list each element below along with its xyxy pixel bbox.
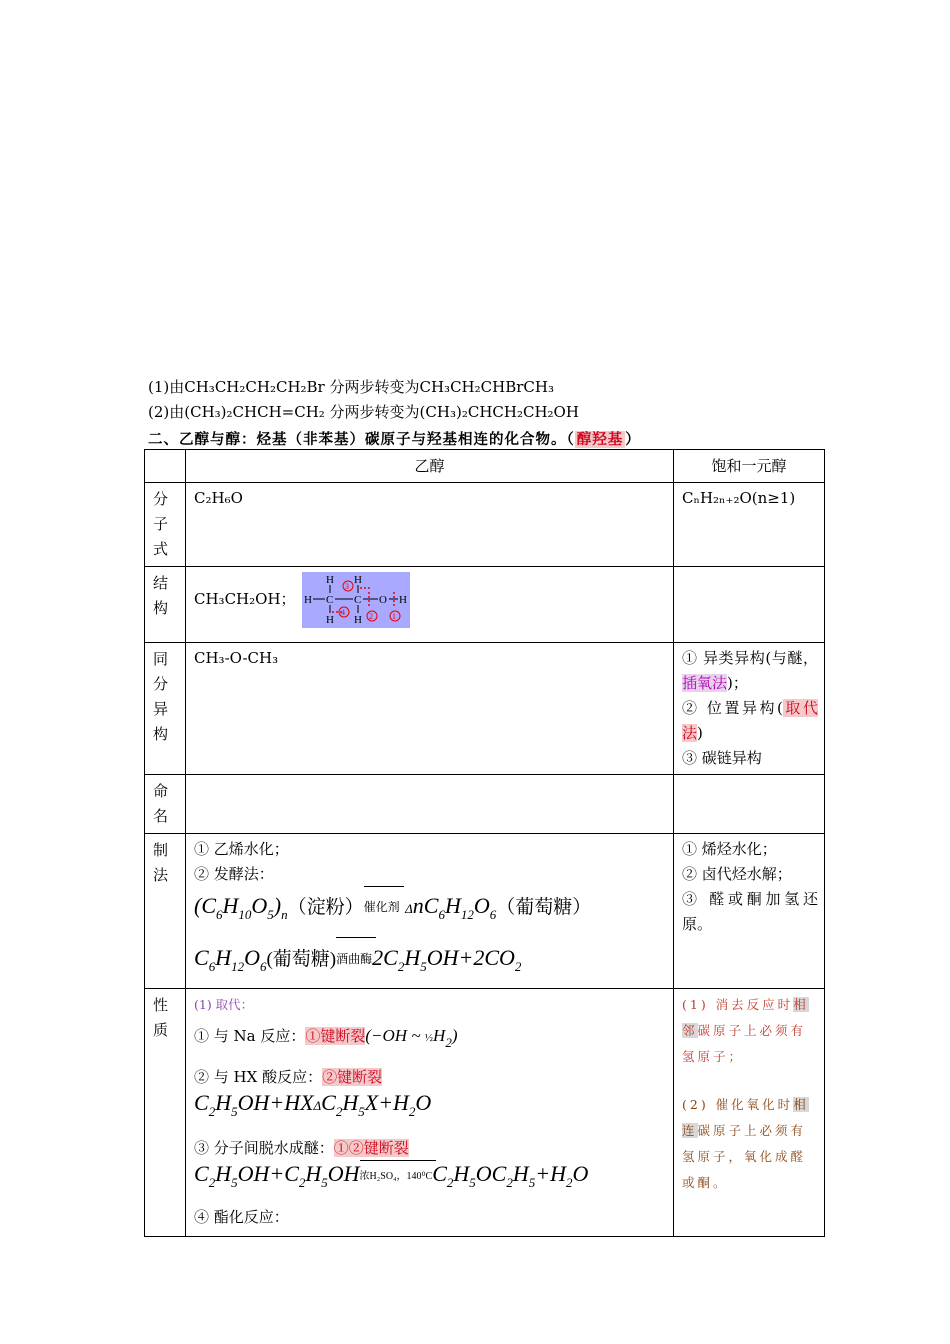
- svg-text:H: H: [354, 614, 363, 626]
- general-structure: [674, 567, 825, 643]
- hx-reaction-equation: $C_2H_5OH+HX\Delta C_2H_5X+H_2O$: [194, 1090, 432, 1119]
- row-label-naming: 命 名: [145, 775, 186, 834]
- svg-text:1: 1: [392, 612, 397, 621]
- svg-text:3: 3: [345, 582, 350, 591]
- row-isomers: [145, 643, 825, 775]
- table-header-row: [145, 450, 825, 483]
- row-label-preparation: 制 法: [145, 834, 186, 989]
- svg-text:4: 4: [341, 608, 346, 617]
- insert-oxygen-method: 插氧法: [682, 674, 728, 692]
- heading-highlight: 醇羟基: [576, 431, 624, 448]
- general-isomers: ① 异类异构(与醚，插氧法)； ② 位置异构(取代法) ③ 碳链异构: [674, 643, 825, 775]
- header-saturated-alcohol: 饱和一元醇: [674, 450, 825, 483]
- general-formula: CₙH₂ₙ₊₂O(n≥1): [674, 483, 825, 567]
- ethanol-naming: [186, 775, 674, 834]
- oxidation-note: (2) 催化氧化时相连碳原子上必须有氢原子，氧化成醛或酮。: [682, 1097, 809, 1190]
- bond-break-1: ①键断裂: [305, 1027, 366, 1045]
- row-structure: [145, 567, 825, 643]
- general-properties: [674, 989, 825, 1237]
- ethanol-formula: C₂H₆O: [186, 483, 674, 567]
- alcohol-table: [144, 449, 825, 1237]
- svg-text:C: C: [354, 594, 362, 606]
- svg-text:H: H: [304, 594, 313, 606]
- ethanol-preparation: ① 乙烯水化； ② 发酵法： $(C_6H_{10}O_5)_n$（淀粉）催化剂 $\Delta nC_6H_{12}O_6$（葡萄糖） $C_6H_{12}O_6$(葡萄糖)酒曲酶$2C_2H_5OH+2CO_2$: [186, 834, 674, 989]
- row-formula: [145, 483, 825, 567]
- svg-text:O: O: [379, 594, 388, 606]
- starch-hydrolysis-equation: $(C_6H_{10}O_5)_n$（淀粉）催化剂 $\Delta nC_6H_{12}O_6$（葡萄糖）: [194, 889, 667, 932]
- bond-break-1-2: ①②键断裂: [333, 1139, 409, 1157]
- ethanol-isomer: CH₃-O-CH₃: [186, 643, 674, 775]
- svg-text:H: H: [354, 574, 363, 586]
- section-heading: 二、乙醇与醇：烃基（非苯基）碳原子与羟基相连的化合物。（ 醇羟基 ）: [148, 431, 641, 448]
- row-label-formula: 分 子 式: [145, 483, 186, 567]
- row-label-structure: 结 构: [145, 567, 186, 643]
- intro-line-1: (1)由CH₃CH₂CH₂CH₂Br 分两步转变为CH₃CH₂CHBrCH₃: [148, 378, 554, 396]
- row-label-properties: 性 质: [145, 989, 186, 1237]
- ether-formation-equation: $C_2H_5OH+C_2H_5OH$浓H₂SO₄，$140^0CC_2H_5OC_2H_5+H_2O$: [194, 1161, 589, 1190]
- row-label-isomers: 同 分 异 构: [145, 643, 186, 775]
- svg-text:H: H: [326, 614, 335, 626]
- general-naming: [674, 775, 825, 834]
- row-preparation: [145, 834, 825, 989]
- general-preparation: ① 烯烃水化； ② 卤代烃水解； ③ 醛或酮加氢还原。: [674, 834, 825, 989]
- fermentation-equation: $C_6H_{12}O_6$(葡萄糖)酒曲酶$2C_2H_5OH+2CO_2$: [194, 940, 667, 985]
- ethanol-structure: CH₃CH₂OH； H H H C C O H H H 3 4 2 1: [186, 567, 674, 643]
- elimination-note: (1) 消去反应时相邻碳原子上必须有氢原子；: [682, 997, 809, 1064]
- svg-text:H: H: [399, 594, 408, 606]
- svg-text:H: H: [326, 574, 335, 586]
- ethanol-properties: (1) 取代： ① 与 Na 反应：①键断裂(−OH ~ $\frac{1}{2}H_2$) ② 与 HX 酸反应：②键断裂 $C_2H_5OH+HX\Delta C_2H_5X+H_2O$ ③ 分子间脱水成醚：①②键断裂 $C_2H_5OH+C_2H_5OH$浓H₂SO₄，$140^0CC_2H_5OC_2H_5+H_2O$ ④ 酯化反应：: [186, 989, 674, 1237]
- svg-text:2: 2: [369, 612, 374, 621]
- row-naming: [145, 775, 825, 834]
- row-properties: [145, 989, 825, 1237]
- bond-break-2: ②键断裂: [322, 1068, 383, 1086]
- ethanol-structural-formula-image: [302, 572, 410, 628]
- intro-line-2: (2)由(CH₃)₂CHCH=CH₂ 分两步转变为(CH₃)₂CHCH₂CH₂OH: [148, 403, 579, 421]
- svg-text:C: C: [326, 594, 334, 606]
- header-ethanol: 乙醇: [186, 450, 674, 483]
- substitution-method: 取代法: [682, 699, 818, 742]
